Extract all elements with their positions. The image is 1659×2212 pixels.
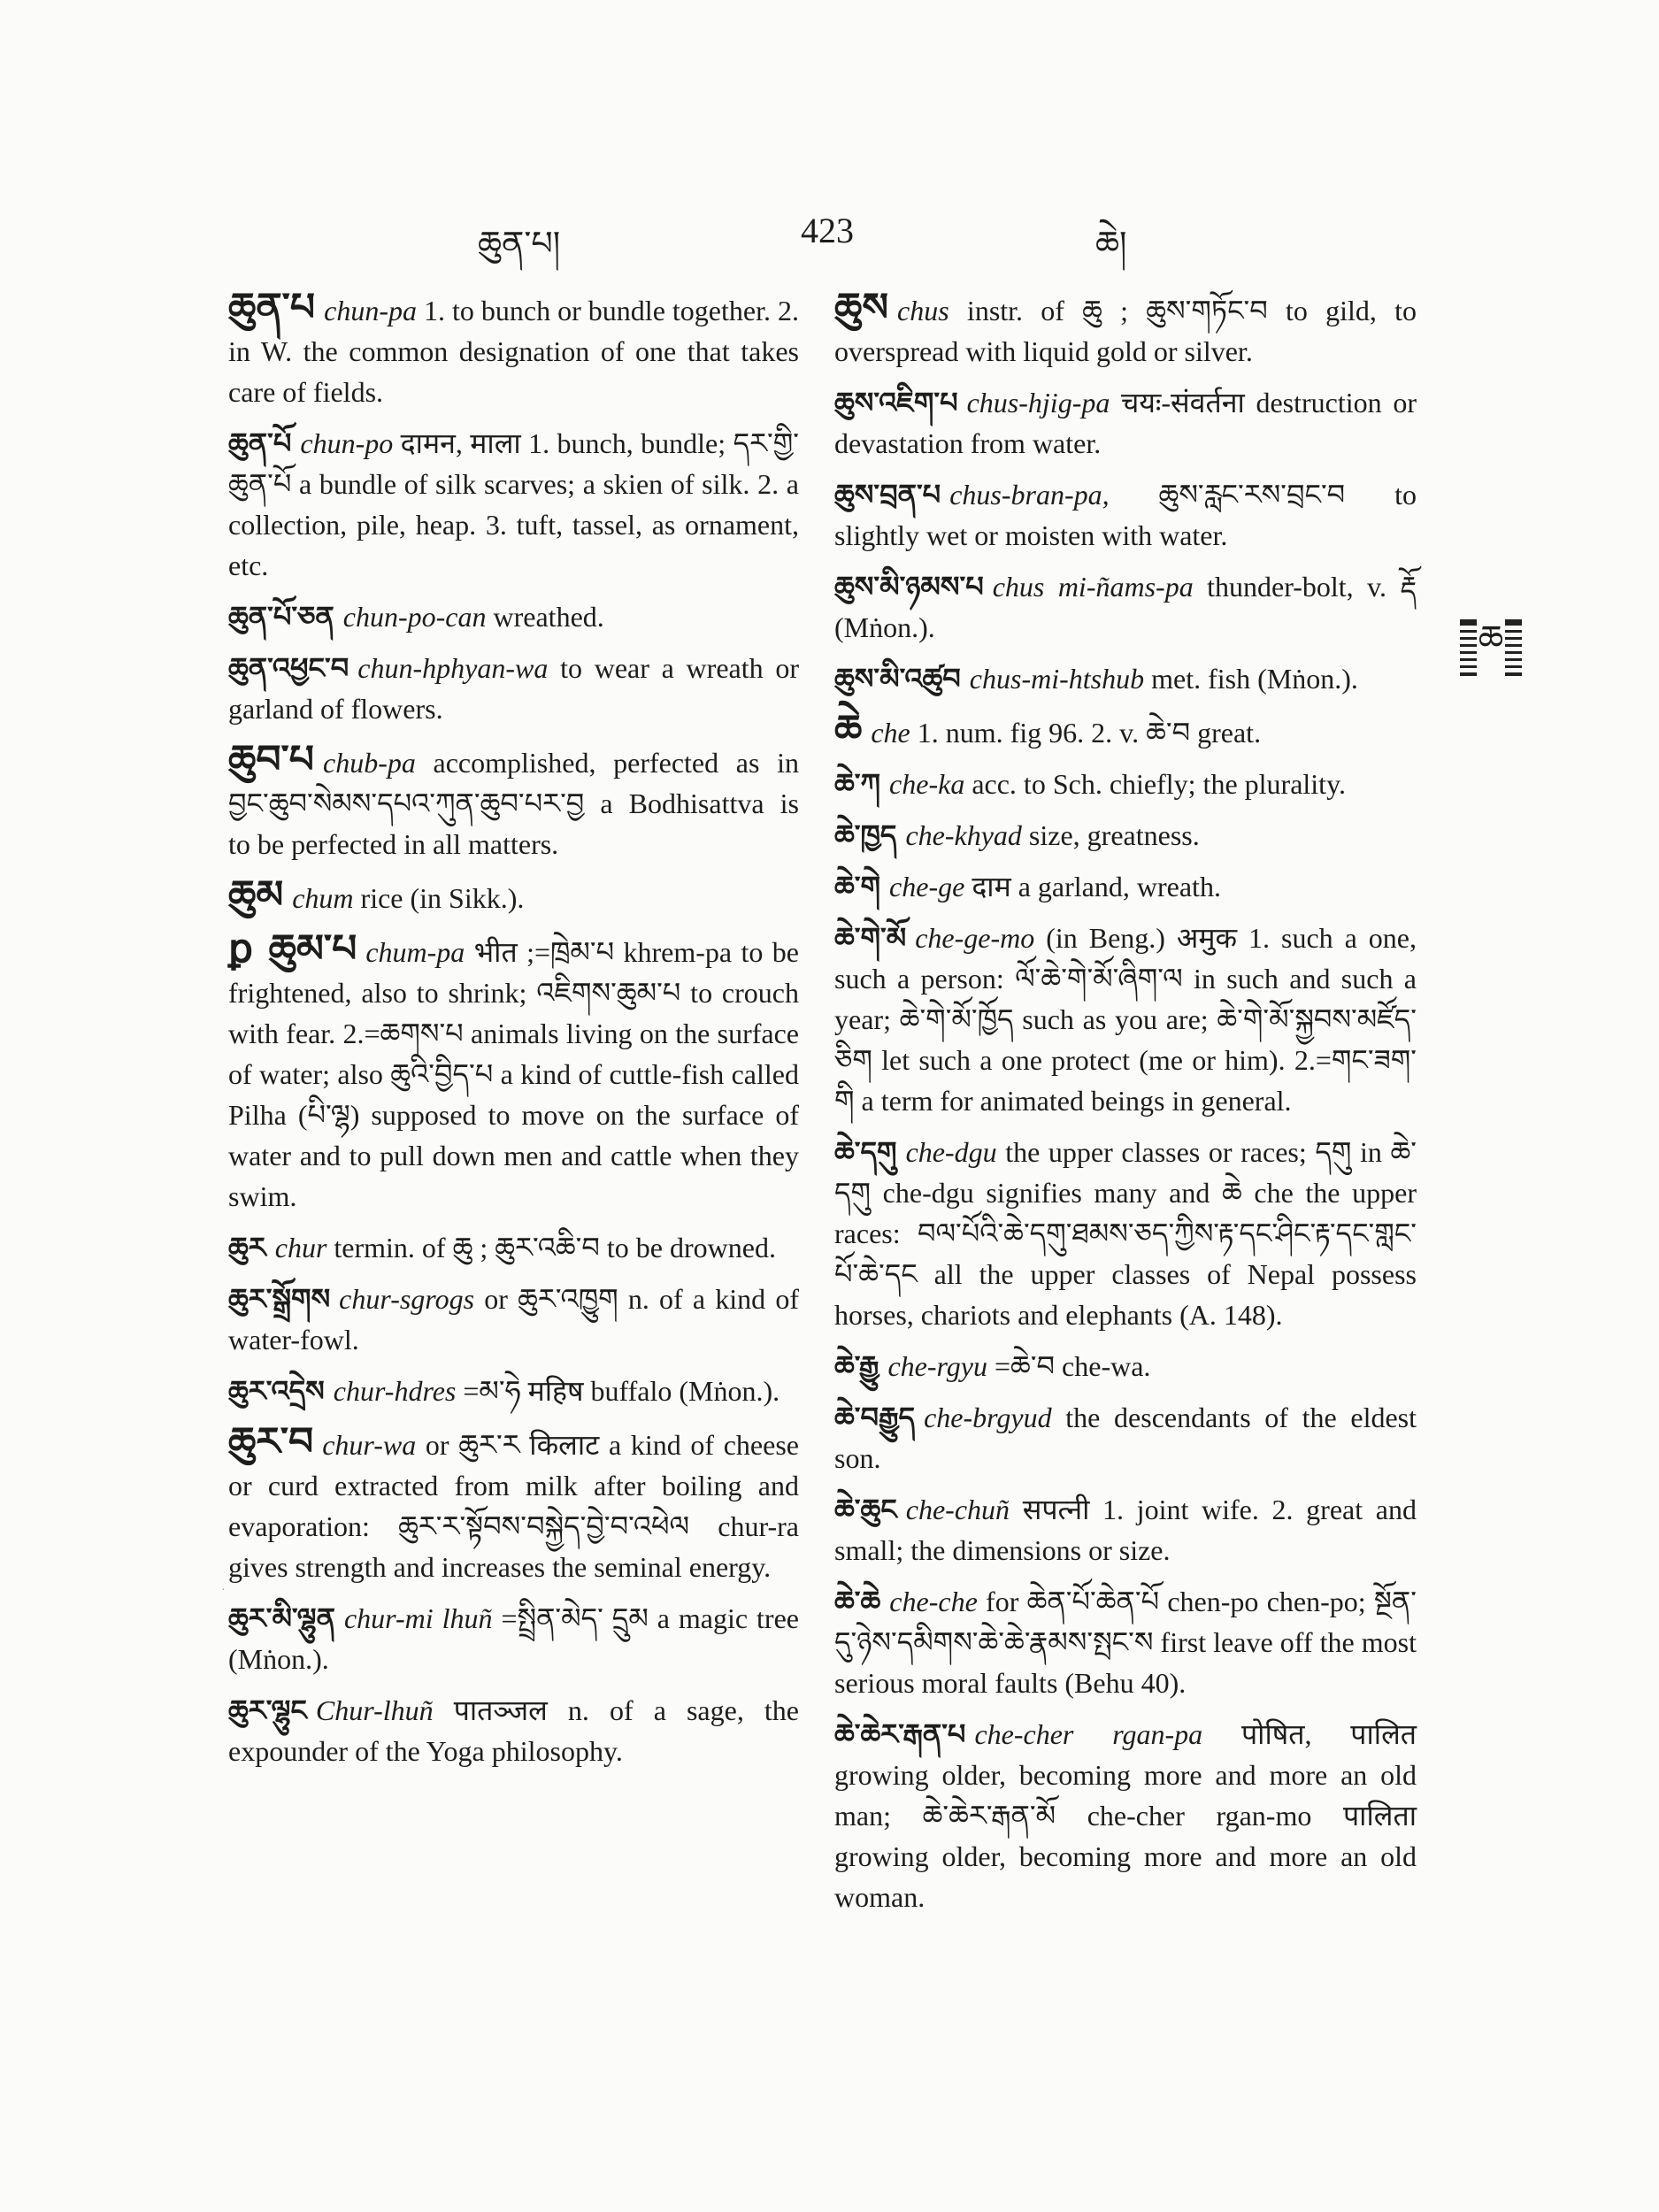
entry-romanization: che-che bbox=[889, 1586, 978, 1617]
entry-definition: to wear a wreath or garland of flowers. bbox=[228, 652, 800, 725]
entry-definition: the descendants of the eldest son. bbox=[834, 1402, 1417, 1474]
dictionary-entry bbox=[228, 1598, 799, 1679]
entry-headword: ཆུས bbox=[834, 285, 889, 330]
page-header bbox=[0, 199, 1659, 261]
entry-romanization: chur-sgrogs bbox=[339, 1283, 475, 1315]
entry-romanization: che-ge bbox=[889, 871, 965, 902]
entry-definition: =མ་ཧེ महिष buffalo (Mṅon.). bbox=[463, 1375, 780, 1407]
entry-romanization: chum bbox=[292, 882, 354, 914]
entry-romanization: chub-pa bbox=[322, 747, 416, 779]
entry-romanization: chum-pa bbox=[365, 936, 465, 968]
entry-headword: ཆེ་ཆེར་རྒན་པ bbox=[834, 1717, 966, 1751]
entry-definition: सपत्नी 1. joint wife. 2. great and small; the dimensions or size. bbox=[834, 1494, 1417, 1566]
dictionary-entry bbox=[834, 707, 1417, 753]
entry-headword: ཆུར bbox=[228, 1231, 266, 1264]
dictionary-entry bbox=[228, 1419, 799, 1587]
dictionary-entry bbox=[228, 872, 799, 918]
entry-romanization: che-ka bbox=[889, 768, 965, 800]
running-head-left: ཆུན་པ། bbox=[478, 224, 561, 263]
entry-headword: ཆུར་ལྷུང bbox=[228, 1694, 307, 1727]
entry-headword: ཆེ་ཀ bbox=[834, 767, 881, 801]
entry-headword: ཆུན་པ bbox=[228, 285, 316, 330]
dictionary-entry bbox=[228, 1227, 799, 1268]
dictionary-entry bbox=[834, 764, 1417, 804]
dictionary-entry bbox=[228, 423, 799, 586]
dictionary-entry bbox=[228, 926, 799, 1217]
entry-headword: ཆུན་འཕྱང་བ bbox=[228, 651, 349, 685]
entry-definition: पोषित, पालित growing older, becoming more and more an old man; ཆེ་ཆེར་རྒན་མོ che-cher rgan-mo पालिता growing older, becoming more and more an old woman. bbox=[834, 1718, 1417, 1913]
entry-romanization: chus bbox=[897, 295, 949, 326]
entry-headword: ཆེ་གེ bbox=[834, 870, 881, 903]
entry-definition: wreathed. bbox=[493, 601, 604, 633]
dictionary-entry bbox=[228, 596, 799, 637]
entry-definition: thunder-bolt, v. རྡོ (Mṅon.). bbox=[834, 571, 1417, 643]
dictionary-entry bbox=[834, 1397, 1417, 1479]
entry-headword: ཆེ་ཁྱད bbox=[834, 818, 897, 852]
dictionary-entry bbox=[834, 285, 1417, 372]
right-column bbox=[834, 285, 1417, 1928]
entry-definition: rice (in Sikk.). bbox=[360, 882, 525, 914]
entry-headword: ཆུར་མི་ལྷུན bbox=[228, 1601, 335, 1635]
dictionary-entry bbox=[228, 1279, 799, 1360]
dictionary-entry bbox=[834, 566, 1417, 648]
entry-headword: ཆུན་པོ་ཅན bbox=[228, 600, 334, 634]
dictionary-entry bbox=[228, 285, 800, 412]
entry-romanization: chun-po-can bbox=[342, 601, 487, 633]
entry-romanization: che-dgu bbox=[905, 1136, 997, 1168]
entry-headword: ཆེ་ཆུང bbox=[834, 1493, 897, 1526]
entry-romanization: che-cher rgan-pa bbox=[974, 1718, 1203, 1750]
page-number: 423 bbox=[801, 211, 854, 250]
entry-romanization: chur bbox=[274, 1232, 327, 1263]
entry-headword: ꝑ ཆུམ་པ bbox=[228, 926, 357, 972]
entry-definition: or ཆུར་ར किलाट a kind of cheese or curd extracted from milk after boiling and evaporation: ཆུར་ར་སྟོབས་བསྐྱེད་བྱེ་བ་འཕེལ chur-ra gives strength and increases the seminal energy. bbox=[228, 1429, 799, 1583]
entry-romanization: Chur-lhuñ bbox=[315, 1694, 434, 1726]
entry-definition: =ཆེ་བ che-wa. bbox=[994, 1350, 1151, 1382]
page-speck: · bbox=[221, 1584, 226, 1597]
entry-romanization: chus-hjig-pa bbox=[966, 387, 1110, 419]
entry-definition: भीत ;=ཁྲེམ་པ khrem-pa to be frightened, also to shrink; འཇིགས་ཆུམ་པ to crouch with fear. 2.=ཆགས་པ animals living on the surface of water; also ཆུའི་བྱིད་པ a kind of cuttle-fish called Pilha (པི་ལྷ) supposed to move on the surface of water and to pull down men and cattle when they swim. bbox=[228, 936, 799, 1212]
dictionary-entry bbox=[834, 1489, 1417, 1571]
dictionary-entry bbox=[228, 737, 800, 864]
entry-definition: termin. of ཆུ ; ཆུར་འཆི་བ to be drowned. bbox=[334, 1232, 776, 1263]
entry-definition: the upper classes or races; དགུ in ཆེ་དགུ che-dgu signifies many and ཆེ che the upper races: བལ་པོའི་ཆེ་དགུ་ཐམས་ཅད་ཀྱིས་རྟ་དང་ཤིང་རྟ་དང་གླང་པོ་ཆེ་དང all the upper classes of Nepal possess horses, chariots and elephants (A. 148). bbox=[834, 1136, 1417, 1331]
entry-headword: ཆེ་དགུ bbox=[834, 1135, 897, 1169]
dictionary-entry bbox=[834, 918, 1417, 1121]
entry-definition: met. fish (Mṅon.). bbox=[1151, 663, 1358, 695]
entry-romanization: chun-hphyan-wa bbox=[357, 652, 549, 684]
dictionary-entry bbox=[834, 866, 1417, 907]
entry-headword: ཆེ bbox=[834, 707, 863, 752]
left-column bbox=[228, 285, 800, 1782]
entry-headword: ཆུན་པོ bbox=[228, 426, 292, 460]
dictionary-entry bbox=[228, 648, 799, 729]
entry-headword: ཆུས་མི་ཉམས་པ bbox=[834, 570, 984, 603]
entry-definition: or ཆུར་འཁྱུག n. of a kind of water-fowl. bbox=[228, 1283, 800, 1356]
entry-definition: 1. num. fig 96. 2. v. ཆེ་བ great. bbox=[917, 717, 1262, 749]
running-head-right: ཆེ། bbox=[1095, 224, 1127, 263]
entry-romanization: che-chuñ bbox=[905, 1494, 1010, 1525]
entry-definition: 1. to bunch or bundle together. 2. in W. the common designation of one that takes care of fields. bbox=[228, 295, 800, 408]
dictionary-entry bbox=[834, 474, 1417, 556]
entry-romanization: che-khyad bbox=[905, 819, 1022, 851]
entry-definition: =སྤྲིན་མེད་ དྲུམ a magic tree (Mṅon.). bbox=[228, 1602, 799, 1675]
entry-romanization: che-ge-mo bbox=[915, 922, 1035, 954]
entry-definition: पातञ्जल n. of a sage, the expounder of the Yoga philosophy. bbox=[228, 1694, 799, 1767]
entry-headword: ཆུར་བ bbox=[228, 1419, 314, 1464]
entry-definition: acc. to Sch. chiefly; the plurality. bbox=[972, 768, 1346, 800]
dictionary-entry bbox=[834, 1346, 1417, 1386]
entry-headword: ཆུབ་པ bbox=[228, 737, 314, 782]
entry-romanization: che-rgyu bbox=[887, 1350, 987, 1382]
dictionary-entry bbox=[834, 1132, 1417, 1335]
entry-romanization: chur-mi lhuñ bbox=[343, 1602, 493, 1634]
entry-definition: (in Beng.) अमुक 1. such a one, such a person: ལོ་ཆེ་གེ་མོ་ཞིག་ལ in such and such a year; ཆེ་གེ་མོ་ཁྱོད such as you are; ཆེ་གེ་མོ་སྐྱབས་མཛོད་ཅིག let such a one protect (me or him). 2.=གང་ཟག་གི a term for animated beings in general. bbox=[834, 922, 1417, 1117]
entry-definition: instr. of ཆུ ; ཆུས་གཏོང་བ to gild, to overspread with liquid gold or silver. bbox=[834, 295, 1417, 367]
entry-definition: दामन, माला 1. bunch, bundle; དར་གྱི་ཆུན་པོ a bundle of silk scarves; a skien of silk. 2. a collection, pile, heap. 3. tuft, tassel, as ornament, etc. bbox=[228, 427, 799, 581]
entry-headword: ཆེ་བརྒྱུད bbox=[834, 1401, 916, 1434]
entry-romanization: chur-wa bbox=[322, 1429, 417, 1461]
entry-romanization: chun-po bbox=[300, 427, 394, 459]
dictionary-entry bbox=[834, 382, 1417, 464]
entry-romanization: chus-bran-pa, bbox=[949, 479, 1110, 511]
entry-definition: चयः-संवर्तना destruction or devastation from water. bbox=[834, 387, 1417, 459]
entry-headword: ཆུས་བྲན་པ bbox=[834, 478, 941, 511]
entry-romanization: chus mi-ñams-pa bbox=[992, 571, 1194, 603]
entry-romanization: che bbox=[871, 717, 910, 749]
dictionary-entry bbox=[228, 1371, 799, 1411]
entry-headword: ཆེ་རྒྱུ bbox=[834, 1349, 879, 1383]
entry-headword: ཆུར་སྒྲོགས bbox=[228, 1282, 331, 1316]
entry-romanization: chus-mi-htshub bbox=[969, 663, 1145, 695]
dictionary-entry bbox=[228, 1690, 799, 1771]
thumb-index-letter: ཆ bbox=[1477, 598, 1505, 698]
thumb-index-tab bbox=[1460, 619, 1522, 676]
entry-romanization: chur-hdres bbox=[333, 1375, 457, 1407]
dictionary-entry bbox=[834, 1581, 1417, 1703]
entry-definition: ཆུས་རླང་རས་བྲང་བ to slightly wet or moisten with water. bbox=[834, 479, 1417, 551]
entry-definition: size, greatness. bbox=[1028, 819, 1200, 851]
entry-headword: ཆུམ bbox=[228, 872, 284, 918]
dictionary-entry bbox=[834, 1714, 1417, 1917]
entry-definition: accomplished, perfected as in བྱང་ཆུབ་སེམས་དཔའ་ཀུན་ཆུབ་པར་བྱ a Bodhisattva is to be perfected in all matters. bbox=[228, 747, 800, 860]
dictionary-entry bbox=[834, 815, 1417, 856]
entry-definition: दाम a garland, wreath. bbox=[972, 871, 1221, 902]
entry-romanization: che-brgyud bbox=[924, 1402, 1052, 1433]
entry-headword: ཆུས་མི་འཚུབ bbox=[834, 662, 961, 695]
entry-headword: ཆེ་གེ་མོ bbox=[834, 921, 907, 955]
dictionary-entry bbox=[834, 658, 1417, 699]
entry-headword: ཆུར་འདྲེས bbox=[228, 1374, 325, 1408]
entry-definition: for ཆེན་པོ་ཆེན་པོ chen-po chen-po; སྔོན་དུ་ཉེས་དམིགས་ཆེ་ཆེ་རྣམས་སྤང་ས first leave off the most serious moral faults (Behu 40). bbox=[834, 1586, 1417, 1699]
entry-headword: ཆུས་འཇིག་པ bbox=[834, 386, 958, 419]
entry-romanization: chun-pa bbox=[324, 295, 417, 326]
entry-headword: ཆེ་ཆེ bbox=[834, 1585, 881, 1618]
